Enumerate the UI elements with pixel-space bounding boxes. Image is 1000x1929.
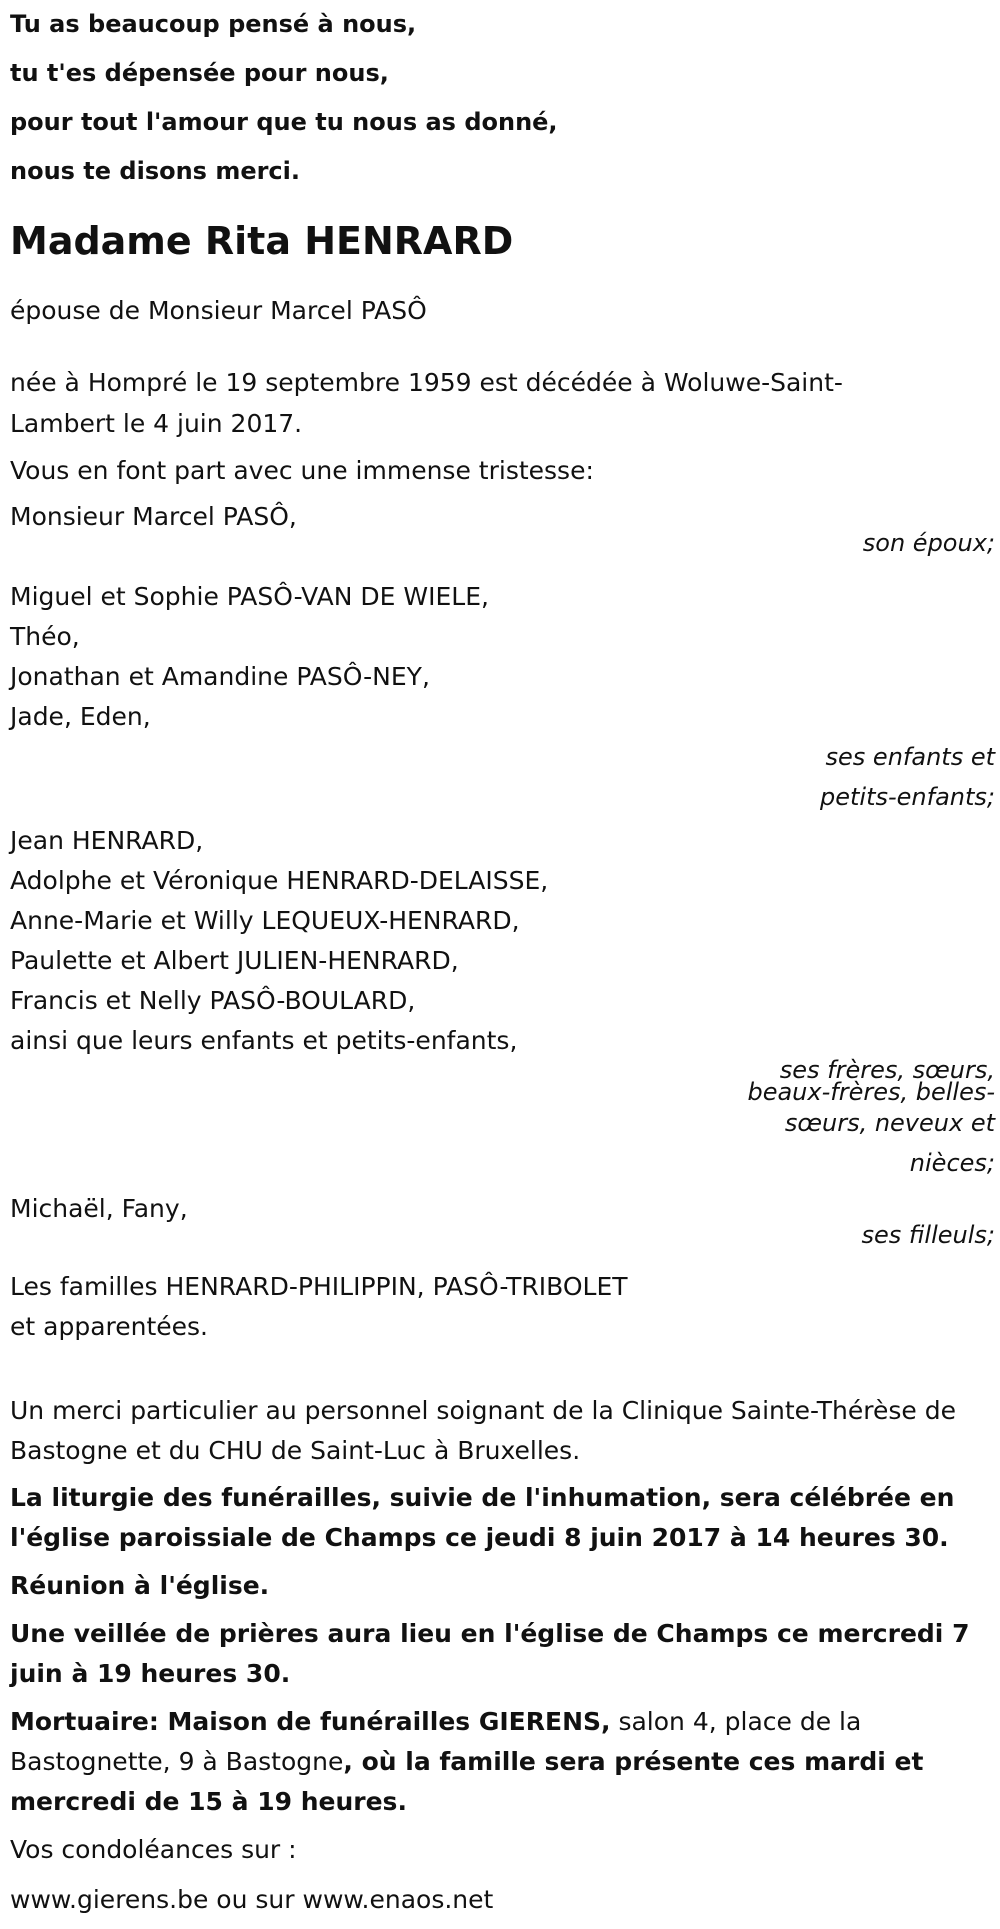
relation-line: beaux-frères, belles-: [747, 1078, 995, 1106]
mortuaire-address: salon 4, place de la Bastognette, 9 à Bastogne: [10, 1707, 862, 1776]
relation-line: nièces;: [909, 1149, 995, 1177]
family-name: Paulette et Albert JULIEN-HENRARD,: [10, 946, 459, 975]
family-group-familles: [10, 1267, 990, 1347]
spouse-line: épouse de Monsieur Marcel PASÔ: [10, 296, 427, 325]
relation-line: ses enfants et: [825, 743, 995, 771]
mortuaire-place: Mortuaire: Maison de funérailles GIERENS,: [10, 1707, 611, 1736]
poem-line: pour tout l'amour que tu nous as donné,: [10, 108, 558, 136]
family-line: Les familles HENRARD-PHILIPPIN, PASÔ-TRIBOLET: [10, 1272, 628, 1301]
condoleances-line: Vos condoléances sur :: [10, 1835, 297, 1864]
family-group-filleuls: [10, 1189, 995, 1255]
family-name: Anne-Marie et Willy LEQUEUX-HENRARD,: [10, 906, 520, 935]
family-name: Théo,: [10, 622, 80, 651]
family-relation: son époux;: [862, 529, 995, 557]
family-name: Monsieur Marcel PASÔ,: [10, 502, 297, 531]
family-name: Miguel et Sophie PASÔ-VAN DE WIELE,: [10, 582, 489, 611]
liturgy-paragraph: La liturgie des funérailles, suivie de l'inhumation, sera célébrée en l'église paroissiale de Champs ce jeudi 8 juin 2017 à 14 heures 30.: [10, 1483, 955, 1552]
thanks-paragraph: Un merci particulier au personnel soignant de la Clinique Sainte-Thérèse de Bastogne et du CHU de Saint-Luc à Bruxelles.: [10, 1396, 956, 1465]
poem-line: Tu as beaucoup pensé à nous,: [10, 10, 417, 38]
family-name: Jean HENRARD,: [10, 826, 204, 855]
poem: [10, 0, 990, 196]
family-relation: ses filleuls;: [861, 1221, 995, 1249]
mortuaire-paragraph: [10, 1702, 1000, 1822]
family-name: ainsi que leurs enfants et petits-enfants,: [10, 1026, 518, 1055]
family-name: Michaël, Fany,: [10, 1194, 188, 1223]
birth-death-line: née à Hompré le 19 septembre 1959 est décédée à Woluwe-Saint-Lambert le 4 juin 2017.: [10, 368, 843, 438]
poem-line: tu t'es dépensée pour nous,: [10, 59, 389, 87]
deceased-name: Madame Rita HENRARD: [10, 219, 514, 263]
family-relation: [10, 1056, 995, 1183]
relation-line: petits-enfants;: [820, 783, 995, 811]
family-line: et apparentées.: [10, 1312, 208, 1341]
family-group-epoux: [10, 497, 995, 563]
family-relation: [10, 737, 995, 817]
family-group-freres: [10, 821, 995, 1183]
family-name: Jonathan et Amandine PASÔ-NEY,: [10, 662, 430, 691]
websites-line: www.gierens.be ou sur www.enaos.net: [10, 1885, 494, 1914]
mortuaire-hours: , où la famille sera présente ces mardi et mercredi de 15 à 19 heures.: [10, 1747, 924, 1816]
veillee-paragraph: Une veillée de prières aura lieu en l'église de Champs ce mercredi 7 juin à 19 heures 30.: [10, 1619, 970, 1688]
relation-line: ses frères, sœurs,: [779, 1056, 995, 1084]
family-names: [10, 577, 730, 737]
reunion-line: Réunion à l'église.: [10, 1571, 270, 1600]
family-name: Francis et Nelly PASÔ-BOULARD,: [10, 986, 416, 1015]
family-names: [10, 821, 730, 1061]
poem-line: nous te disons merci.: [10, 157, 301, 185]
family-name: Jade, Eden,: [10, 702, 151, 731]
family-name: Adolphe et Véronique HENRARD-DELAISSE,: [10, 866, 549, 895]
family-group-enfants: [10, 577, 995, 817]
relation-line: sœurs, neveux et: [784, 1109, 995, 1137]
announcement: Vous en font part avec une immense tristesse:: [10, 456, 594, 485]
